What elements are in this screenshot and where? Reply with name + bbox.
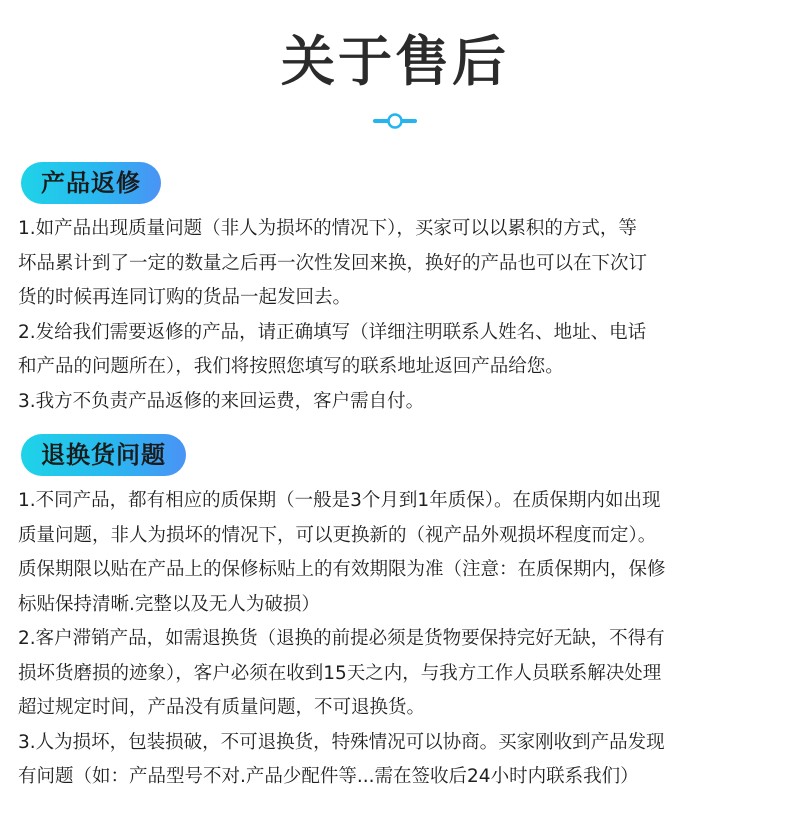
connector-ornament-icon xyxy=(373,112,417,130)
paragraph-line: 超过规定时间，产品没有质量问题，不可退换货。 xyxy=(18,697,426,718)
paragraph-line: 质量问题，非人为损坏的情况下，可以更换新的（视产品外观损坏程度而定）。 xyxy=(18,524,657,546)
paragraph-line: 有问题（如：产品型号不对.产品少配件等...需在签收后24小时内联系我们） xyxy=(18,766,639,787)
paragraph-line: 1.如产品出现质量问题（非人为损坏的情况下），买家可以以累积的方式，等 xyxy=(18,218,637,239)
section-body-product-repair xyxy=(18,212,774,419)
paragraph-line: 2.客户滞销产品，如需退换货（退换的前提必须是货物要保持完好无缺，不得有 xyxy=(18,628,665,649)
paragraph-line: 货的时候再连同订购的货品一起发回去。 xyxy=(18,287,352,308)
paragraph-line: 坏品累计到了一定的数量之后再一次性发回来换，换好的产品也可以在下次订 xyxy=(18,252,648,274)
section-heading-returns: 退换货问题 xyxy=(21,434,186,476)
section-heading-product-repair: 产品返修 xyxy=(21,162,161,204)
paragraph-line: 损坏货磨损的迹象），客户必须在收到15天之内，与我方工作人员联系解决处理 xyxy=(18,662,662,684)
paragraph-line: 3.人为损坏，包装损破，不可退换货，特殊情况可以协商。买家刚收到产品发现 xyxy=(18,731,665,753)
paragraph-line: 质保期限以贴在产品上的保修标贴上的有效期限为准（注意：在质保期内，保修 xyxy=(18,559,666,580)
section-body-returns xyxy=(18,484,774,795)
paragraph-line: 1.不同产品，都有相应的质保期（一般是3个月到1年质保）。在质保期内如出现 xyxy=(18,490,661,511)
page-title: 关于售后 xyxy=(281,30,509,93)
paragraph-line: 3.我方不负责产品返修的来回运费，客户需自付。 xyxy=(18,390,425,412)
paragraph-line: 和产品的问题所在），我们将按照您填写的联系地址返回产品给您。 xyxy=(18,356,564,377)
paragraph-line: 2.发给我们需要返修的产品，请正确填写（详细注明联系人姓名、地址、电话 xyxy=(18,321,647,343)
paragraph-line: 标贴保持清晰.完整以及无人为破损） xyxy=(18,593,320,615)
